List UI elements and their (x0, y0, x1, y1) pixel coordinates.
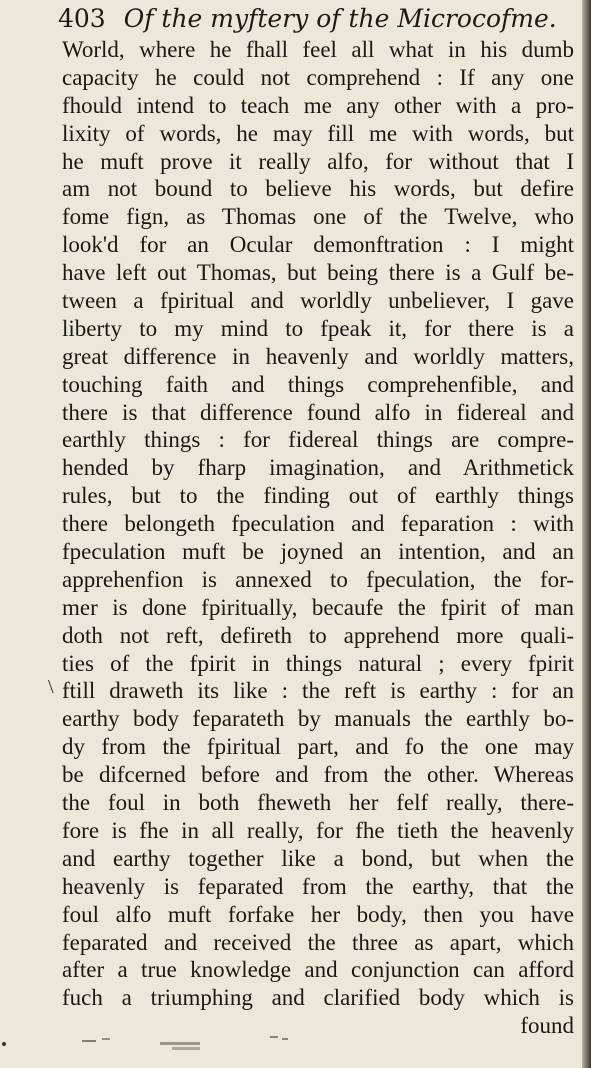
text-line: ties of the fpirit in things natural ; every fpirit (62, 650, 574, 676)
text-line: he muft prove it really alfo, for without that I (62, 148, 574, 174)
text-line: and earthy together like a bond, but when the (62, 845, 574, 871)
text-line: fome fign, as Thomas one of the Twelve, who (62, 204, 574, 230)
text-line: the foul in both fheweth her felf really, there- (62, 790, 574, 816)
text-line: rules, but to the finding out of earthly things (62, 483, 574, 509)
text-line: be difcerned before and from the other. Whereas (62, 762, 574, 788)
body-text (62, 36, 574, 1040)
text-line: foul alfo muft forfake her body, then you have (62, 901, 574, 927)
text-line: fhould intend to teach me any other with a pro- (62, 92, 574, 118)
text-line: there is that difference found alfo in fidereal and (62, 399, 574, 425)
text-line: there belongeth fpeculation and feparation : with (62, 511, 574, 537)
text-line: earthly things : for fidereal things are compre- (62, 427, 574, 453)
ink-speck (2, 1042, 6, 1046)
text-line: apprehenfion is annexed to fpeculation, the for- (62, 566, 574, 592)
binding-gutter (582, 0, 591, 1068)
text-line: doth not reft, defireth to apprehend more quali- (62, 622, 574, 648)
text-line: ftill draweth its like : the reft is earthy : for an (62, 678, 574, 704)
page-number: 403 (58, 4, 106, 33)
text-line: World, where he fhall feel all what in his dumb (62, 37, 574, 62)
text-line: earthy body feparateth by manuals the earthly bo- (62, 706, 574, 732)
text-line: feparated and received the three as apart, which (62, 929, 574, 955)
text-line: after a true knowledge and conjunction can afford (62, 957, 574, 983)
text-line: great difference in heavenly and worldly matters, (62, 343, 574, 369)
text-line: mer is done fpiritually, becaufe the fpirit of man (62, 594, 574, 620)
text-line: heavenly is feparated from the earthy, that the (62, 873, 574, 899)
text-line: dy from the fpiritual part, and fo the one may (62, 734, 574, 760)
text-line: liberty to my mind to fpeak it, for there is a (62, 315, 574, 341)
text-line: look'd for an Ocular demonftration : I might (62, 232, 574, 258)
running-header (58, 4, 578, 34)
text-line: fore is fhe in all really, for fhe tieth the heavenly (62, 817, 574, 843)
text-line: am not bound to believe his words, but defire (62, 176, 574, 202)
text-line: capacity he could not comprehend : If any one (62, 64, 574, 90)
catchword: found (520, 1013, 574, 1039)
text-line: lixity of words, he may fill me with words, but (62, 120, 574, 146)
text-line: hended by fharp imagination, and Arithmetick (62, 455, 574, 481)
text-line: touching faith and things comprehenfible, and (62, 371, 574, 397)
text-line: tween a fpiritual and worldly unbeliever, I gave (62, 288, 574, 314)
margin-mark: \ (48, 676, 54, 698)
text-line: have left out Thomas, but being there is a Gulf be- (62, 260, 574, 286)
running-title: Of the myftery of the Microcofme. (123, 4, 557, 33)
print-specks (80, 1030, 300, 1058)
text-line: fpeculation muft be joyned an intention, and an (62, 539, 574, 565)
text-line: fuch a triumphing and clarified body which is (62, 985, 574, 1011)
